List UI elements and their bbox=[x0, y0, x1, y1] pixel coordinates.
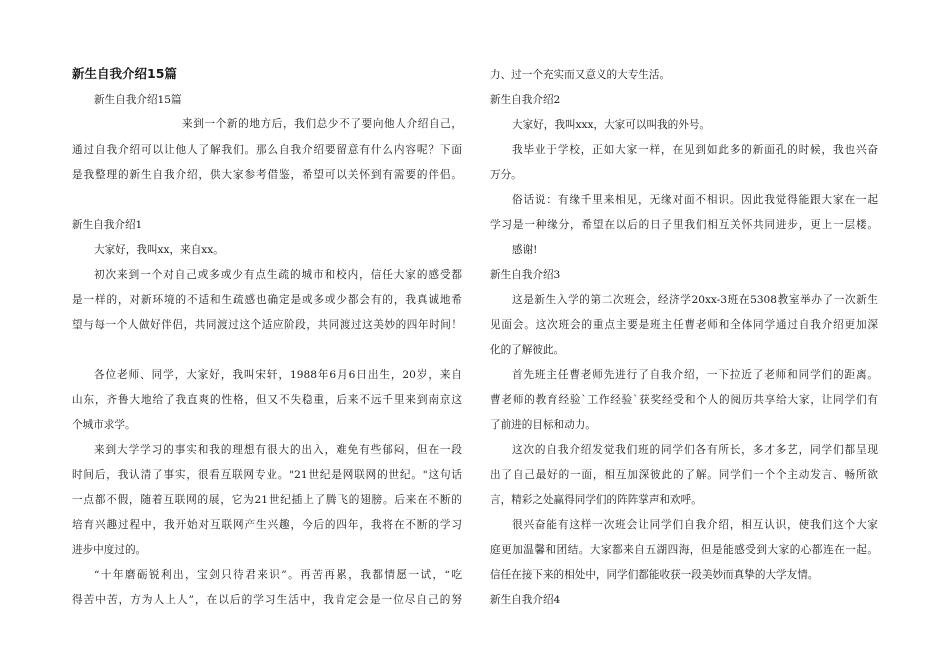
text-line: 个城市求学。 bbox=[72, 419, 136, 431]
text-line: “十年磨砺锐利出，宝剑只待君来识”。再苦再累，我都情愿一试，“吃 bbox=[94, 569, 462, 581]
text-line: 望与每一个人做好伴侣，共同渡过这个适应阶段，共同渡过这美妙的四年时间！ bbox=[72, 319, 462, 331]
text-line: 时间后，我认清了事实，很看互联网专业。"21世纪是网联网的世纪。"这句话 bbox=[72, 469, 462, 481]
text-line: 通过自我介绍可以让他人了解我们。那么自我介绍要留意有什么内容呢？下面 bbox=[72, 144, 462, 156]
text-line: 进步中度过的。 bbox=[72, 544, 147, 556]
text-line: 化的了解彼此。 bbox=[490, 344, 565, 356]
text-line: 言，精彩之处赢得同学们的阵阵掌声和欢呼。 bbox=[490, 494, 702, 506]
text-line: 新生自我介绍2 bbox=[490, 94, 561, 106]
text-line: 山东，齐鲁大地给了我直爽的性格，但又不失稳重，后来不远千里来到南京这 bbox=[72, 394, 462, 406]
text-line: 新生自我介绍15篇 bbox=[94, 94, 182, 106]
text-line: 俗话说：有缘千里来相见，无缘对面不相识。因此我觉得能跟大家在一起 bbox=[512, 194, 878, 206]
text-line: 大家好，我叫xx，来自xx。 bbox=[94, 244, 224, 256]
text-line: 来到一个新的地方后，我们总少不了要向他人介绍自己， bbox=[182, 118, 462, 130]
text-line: 培育兴趣过程中，我开始对互联网产生兴趣，今后的四年，我将在不断的学习 bbox=[72, 519, 462, 531]
text-line: 见面会。这次班会的重点主要是班主任曹老师和全体同学通过自我介绍更加深 bbox=[490, 319, 878, 331]
text-line: 是我整理的新生自我介绍，供大家参考借鉴，希望可以关怀到有需要的伴侣。 bbox=[72, 169, 462, 181]
text-line: 了前进的目标和动力。 bbox=[490, 419, 596, 431]
text-line: 曹老师的教育经验`工作经验`获奖经受和个人的阅历共享给大家，让同学们有 bbox=[490, 394, 878, 406]
text-line: 庭更加温馨和团结。大家都来自五湖四海，但是能感受到大家的心都连在一起。 bbox=[490, 544, 878, 556]
text-line: 是一样的，对新环境的不适和生疏感也确定是或多或少都会有的，我真诚地希 bbox=[72, 294, 462, 306]
text-line: 出了自己最好的一面，相互加深彼此的了解。同学们一个个主动发言、畅所欲 bbox=[490, 469, 878, 481]
text-line: 得苦中苦，方为人上人”，在以后的学习生活中，我肯定会是一位尽自己的努 bbox=[72, 594, 462, 606]
text-line: 这次的自我介绍发觉我们班的同学们各有所长，多才多艺，同学们都呈现 bbox=[512, 444, 878, 456]
text-line: 初次来到一个对自己或多或少有点生疏的城市和校内，信任大家的感受都 bbox=[94, 269, 462, 281]
text-line: 首先班主任曹老师先进行了自我介绍，一下拉近了老师和同学们的距离。 bbox=[512, 369, 878, 381]
text-line: 新生自我介绍3 bbox=[490, 269, 561, 281]
document-title: 新生自我介绍15篇 bbox=[72, 66, 177, 81]
text-line: 万分。 bbox=[490, 169, 522, 181]
text-line: 很兴奋能有这样一次班会让同学们自我介绍，相互认识，使我们这个大家 bbox=[512, 519, 878, 531]
text-line: 新生自我介绍4 bbox=[490, 594, 561, 606]
text-line: 学习是一种缘分，希望在以后的日子里我们相互关怀共同进步，更上一层楼。 bbox=[490, 219, 878, 231]
text-line: 新生自我介绍1 bbox=[72, 219, 143, 231]
text-line: 我毕业于学校，正如大家一样，在见到如此多的新面孔的时候，我也兴奋 bbox=[512, 144, 878, 156]
text-line: 信任在接下来的相处中，同学们都能收获一段美妙而真挚的大学友情。 bbox=[490, 569, 819, 581]
text-line: 这是新生入学的第二次班会，经济学20xx-3班在5308教室举办了一次新生 bbox=[512, 294, 878, 306]
text-line: 各位老师、同学，大家好，我叫宋轩，1988年6月6日出生，20岁，来自 bbox=[94, 369, 462, 381]
text-line: 感谢! bbox=[512, 244, 538, 256]
text-line: 力、过一个充实而又意义的大专生活。 bbox=[490, 69, 671, 81]
text-line: 来到大学学习的事实和我的理想有很大的出入，难免有些郁闷，但在一段 bbox=[94, 444, 462, 456]
text-line: 大家好，我叫xxx，大家可以叫我的外号。 bbox=[512, 119, 711, 131]
text-line: 一点都不假，随着互联网的展，它为21世纪插上了腾飞的翅膀。后来在不断的 bbox=[72, 494, 462, 506]
